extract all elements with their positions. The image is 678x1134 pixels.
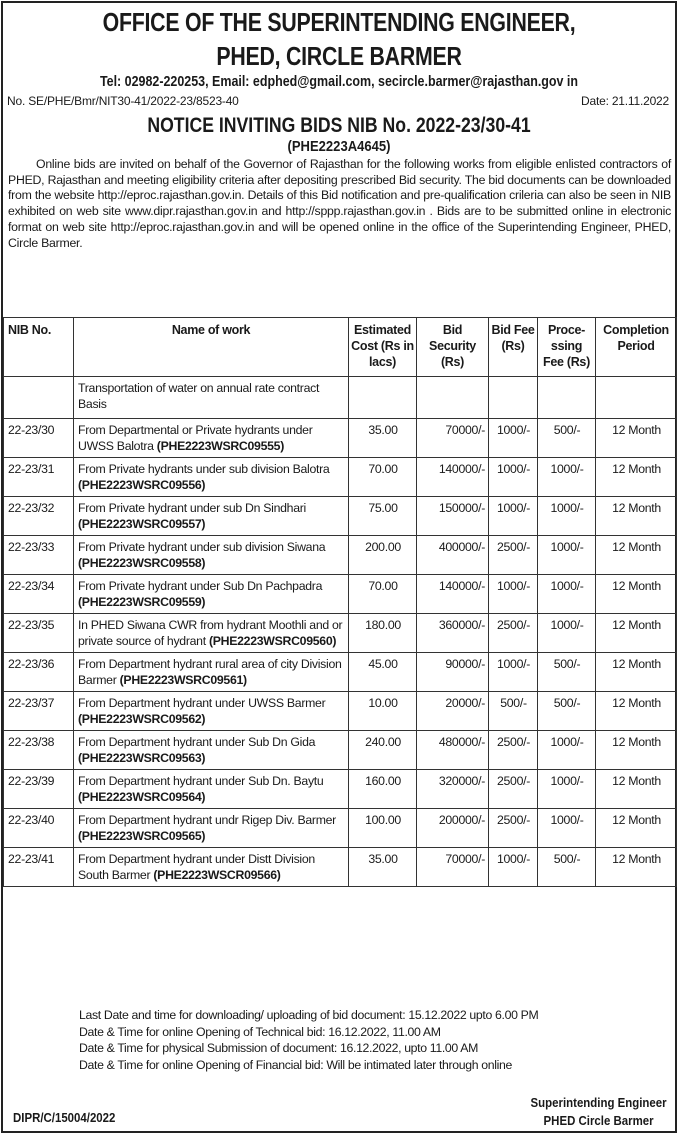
table-row — [4, 848, 677, 887]
contact-line: Tel: 02982-220253, Email: edphed@gmail.com, secircle.barmer@rajasthan.gov in — [99, 74, 579, 90]
reference-row — [3, 93, 675, 109]
work-description: From Department hydrant under Sub Dn. Baytu — [78, 774, 324, 788]
work-code: (PHE2223WSRC09555) — [156, 439, 284, 453]
bid-fee: 500/- — [489, 692, 538, 731]
estimated-cost: 160.00 — [349, 770, 417, 809]
completion-period: 12 Month — [596, 731, 677, 770]
nib-number: 22-23/31 — [4, 458, 74, 497]
bid-security: 200000/- — [417, 809, 489, 848]
work-description: From Private hydrant under sub division Siwana — [78, 540, 326, 554]
completion-period: 12 Month — [596, 419, 677, 458]
table-row — [4, 770, 677, 809]
completion-period: 12 Month — [596, 848, 677, 887]
processing-fee: 500/- — [538, 848, 596, 887]
completion-period: 12 Month — [596, 575, 677, 614]
table-row — [4, 497, 677, 536]
processing-fee: 1000/- — [538, 497, 596, 536]
bid-security: 20000/- — [417, 692, 489, 731]
completion-period: 12 Month — [596, 614, 677, 653]
bid-fee: 2500/- — [489, 770, 538, 809]
signatory-office: PHED Circle Barmer — [543, 1113, 654, 1128]
intro-paragraph: Online bids are invited on behalf of the Governor of Rajasthan for the following works from eligible enlisted contractors of PHED, Rajasthan and meeting eligibility criteria after depositing prescribed Bid security. The bid documents can be downloaded from the website http://eproc.rajasthan.gov.in. Details of this Bid notification and pre-qualification crileria can also be seen in NIB exhibited on web site www.dipr.rajasthan.gov.in and http://sppp.rajasthan.gov.in . Bids are to be submitted online in electronic format on web site http://eproc.rajasthan.gov.in and will be opened online in the office of the Superintending Engineer, PHED, Circle Barmer. — [8, 157, 671, 250]
table-row — [4, 653, 677, 692]
header-processing-fee: Proce- ssing Fee (Rs) — [538, 318, 596, 377]
processing-fee: 1000/- — [538, 770, 596, 809]
work-code: (PHE2223WSRC09562) — [78, 712, 206, 726]
estimated-cost: 75.00 — [349, 497, 417, 536]
nib-number: 22-23/37 — [4, 692, 74, 731]
completion-period: 12 Month — [596, 536, 677, 575]
work-code: (PHE2223WSRC09557) — [78, 517, 206, 531]
section-row — [4, 377, 677, 419]
work-description: From Department hydrant under Distt Division South Barmer — [78, 852, 315, 882]
work-description: From Private hydrant under Sub Dn Pachpadra — [78, 579, 323, 593]
completion-period: 12 Month — [596, 770, 677, 809]
notice-title: NOTICE INVITING BIDS NIB No. 2022-23/30-41 — [147, 114, 531, 137]
nib-number: 22-23/32 — [4, 497, 74, 536]
bid-fee: 2500/- — [489, 536, 538, 575]
work-name — [74, 653, 349, 692]
header-completion-period: Completion Period — [596, 318, 677, 377]
nib-number: 22-23/36 — [4, 653, 74, 692]
schedule-financial-opening: Date & Time for online Opening of Financial bid: Will be intimated later through online — [79, 1057, 512, 1072]
nib-number: 22-23/35 — [4, 614, 74, 653]
table-row — [4, 809, 677, 848]
estimated-cost: 70.00 — [349, 575, 417, 614]
work-name — [74, 692, 349, 731]
processing-fee: 1000/- — [538, 614, 596, 653]
work-name — [74, 536, 349, 575]
work-code: (PHE2223WSRC09560) — [208, 634, 337, 648]
nib-number: 22-23/38 — [4, 731, 74, 770]
bid-fee: 1000/- — [489, 458, 538, 497]
office-title-line2: PHED, CIRCLE BARMER — [216, 41, 462, 71]
table-row — [4, 419, 677, 458]
bid-fee: 1000/- — [489, 497, 538, 536]
work-code: (PHE2223WSRC09565) — [78, 829, 206, 843]
processing-fee: 1000/- — [538, 809, 596, 848]
bid-security: 320000/- — [417, 770, 489, 809]
estimated-cost: 10.00 — [349, 692, 417, 731]
header-bid-fee: Bid Fee (Rs) — [489, 318, 538, 377]
bid-fee: 2500/- — [489, 614, 538, 653]
header-name-of-work: Name of work — [74, 318, 349, 377]
processing-fee: 1000/- — [538, 731, 596, 770]
bid-security: 480000/- — [417, 731, 489, 770]
work-description: From Private hydrant under sub Dn Sindhari — [78, 501, 306, 515]
work-name — [74, 419, 349, 458]
bids-table — [3, 317, 677, 887]
table-row — [4, 458, 677, 497]
work-description: In PHED Siwana CWR from hydrant Moothli and or private source of hydrant — [78, 618, 343, 648]
completion-period: 12 Month — [596, 809, 677, 848]
bid-security: 400000/- — [417, 536, 489, 575]
signatory-title: Superintending Engineer — [530, 1095, 667, 1110]
table-row — [4, 536, 677, 575]
work-description: From Department hydrant undr Rigep Div. Barmer — [78, 813, 336, 827]
reference-number: No. SE/PHE/Bmr/NIT30-41/2022-23/8523-40 — [7, 94, 239, 108]
estimated-cost: 45.00 — [349, 653, 417, 692]
work-name — [74, 731, 349, 770]
table-row — [4, 614, 677, 653]
schedule-technical-opening: Date & Time for online Opening of Technical bid: 16.12.2022, 11.00 AM — [79, 1024, 441, 1039]
office-title-line1: OFFICE OF THE SUPERINTENDING ENGINEER, — [102, 7, 576, 37]
bid-security: 70000/- — [417, 848, 489, 887]
completion-period: 12 Month — [596, 692, 677, 731]
work-name — [74, 770, 349, 809]
work-description: From Departmental or Private hydrants under UWSS Balotra — [78, 423, 313, 453]
nib-number: 22-23/34 — [4, 575, 74, 614]
header-bid-security: Bid Security (Rs) — [417, 318, 489, 377]
bid-fee: 2500/- — [489, 731, 538, 770]
bid-security: 360000/- — [417, 614, 489, 653]
schedule-notes — [79, 1007, 538, 1073]
processing-fee: 1000/- — [538, 536, 596, 575]
work-description: From Department hydrant rural area of city Division Barmer — [78, 657, 342, 687]
section-label: Transportation of water on annual rate contract Basis — [74, 377, 349, 419]
signature-block — [531, 1094, 667, 1130]
table-row — [4, 692, 677, 731]
bid-security: 140000/- — [417, 575, 489, 614]
nib-number: 22-23/39 — [4, 770, 74, 809]
estimated-cost: 70.00 — [349, 458, 417, 497]
notice-date: Date: 21.11.2022 — [581, 94, 669, 108]
bid-fee: 1000/- — [489, 653, 538, 692]
estimated-cost: 35.00 — [349, 848, 417, 887]
bid-security: 70000/- — [417, 419, 489, 458]
work-name — [74, 809, 349, 848]
work-code: (PHE2223WSCR09566) — [153, 868, 281, 882]
header-nib-no: NIB No. — [4, 318, 74, 377]
processing-fee: 500/- — [538, 419, 596, 458]
table-row — [4, 575, 677, 614]
schedule-last-date: Last Date and time for downloading/ uploading of bid document: 15.12.2022 upto 6.00 PM — [79, 1008, 539, 1022]
estimated-cost: 240.00 — [349, 731, 417, 770]
nib-number: 22-23/30 — [4, 419, 74, 458]
table-row — [4, 731, 677, 770]
tender-notice — [1, 1, 677, 1133]
work-name — [74, 458, 349, 497]
nib-number: 22-23/40 — [4, 809, 74, 848]
work-code: (PHE2223WSRC09564) — [78, 790, 206, 804]
work-name — [74, 848, 349, 887]
estimated-cost: 180.00 — [349, 614, 417, 653]
work-description: From Department hydrant under Sub Dn Gida — [78, 735, 316, 749]
estimated-cost: 35.00 — [349, 419, 417, 458]
bid-fee: 1000/- — [489, 848, 538, 887]
work-code: (PHE2223WSRC09559) — [78, 595, 206, 609]
bid-security: 90000/- — [417, 653, 489, 692]
processing-fee: 500/- — [538, 653, 596, 692]
bid-security: 140000/- — [417, 458, 489, 497]
completion-period: 12 Month — [596, 497, 677, 536]
work-name — [74, 575, 349, 614]
nib-number: 22-23/41 — [4, 848, 74, 887]
estimated-cost: 200.00 — [349, 536, 417, 575]
nib-number: 22-23/33 — [4, 536, 74, 575]
bid-fee: 1000/- — [489, 575, 538, 614]
work-name — [74, 614, 349, 653]
dipr-code: DIPR/C/15004/2022 — [13, 1110, 116, 1125]
work-code: (PHE2223WSRC09558) — [78, 556, 206, 570]
header-estimated-cost: Estimated Cost (Rs in lacs) — [349, 318, 417, 377]
work-code: (PHE2223WSRC09556) — [78, 478, 206, 492]
table-header-row — [4, 318, 677, 377]
processing-fee: 1000/- — [538, 575, 596, 614]
bid-fee: 2500/- — [489, 809, 538, 848]
bid-security: 150000/- — [417, 497, 489, 536]
work-description: From Private hydrants under sub division Balotra — [78, 462, 330, 476]
bid-fee: 1000/- — [489, 419, 538, 458]
work-description: From Department hydrant under UWSS Barmer — [78, 696, 326, 710]
estimated-cost: 100.00 — [349, 809, 417, 848]
completion-period: 12 Month — [596, 458, 677, 497]
work-code: (PHE2223WSRC09563) — [78, 751, 206, 765]
work-code: (PHE2223WSRC09561) — [119, 673, 247, 687]
notice-code: (PHE2223A4645) — [287, 139, 391, 155]
work-name — [74, 497, 349, 536]
schedule-physical-submission: Date & Time for physical Submission of document: 16.12.2022, upto 11.00 AM — [79, 1041, 479, 1056]
processing-fee: 500/- — [538, 692, 596, 731]
completion-period: 12 Month — [596, 653, 677, 692]
processing-fee: 1000/- — [538, 458, 596, 497]
